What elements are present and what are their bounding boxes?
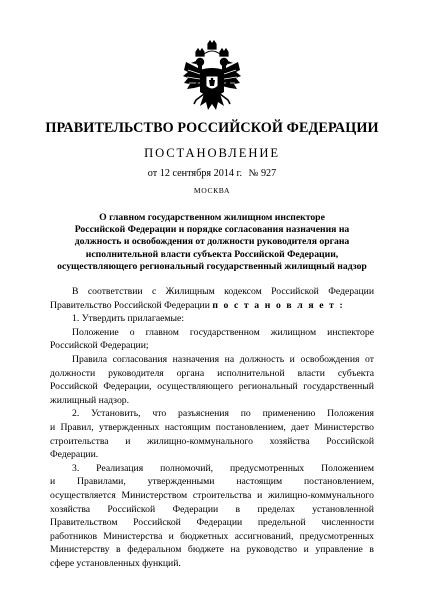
decree-word: п о с т а н о в л я е т : <box>212 299 345 311</box>
document-type: ПОСТАНОВЛЕНИЕ <box>144 146 280 160</box>
document-date-number <box>0 168 424 179</box>
body-line: осуществляется Министерством строительства и жилищно-коммунального <box>50 489 374 501</box>
body-line: работников Министерства и бюджетных ассигнований, предусмотренных <box>50 530 374 542</box>
document-body <box>50 285 374 570</box>
body-line <box>50 299 374 313</box>
body-line: Правила согласования назначения на должность и освобождения от <box>72 353 374 365</box>
body-line: и Правил, утвержденных настоящим постановлением, дает Министерство <box>50 421 374 433</box>
paragraph-item-2 <box>50 407 374 461</box>
body-line: Положение о главном государственном жилищном инспекторе <box>72 326 374 338</box>
body-line: 3. Реализация полномочий, предусмотренных Положением <box>72 462 374 474</box>
document-number: 927 <box>260 168 277 179</box>
heading-line: О главном государственном жилищном инспекторе <box>99 212 325 223</box>
body-line: 1. Утвердить прилагаемые: <box>72 313 185 325</box>
body-line: Правительством Российской Федерации предельной численности <box>50 517 374 529</box>
document-heading <box>40 212 384 273</box>
paragraph-rules <box>50 353 374 407</box>
paragraph-item-3 <box>50 462 374 571</box>
body-line: Федерации. <box>50 449 99 461</box>
paragraph-preamble <box>50 285 374 312</box>
coat-of-arms-icon <box>180 40 244 116</box>
body-line: В соответствии с Жилищным кодексом Российской Федерации <box>72 286 374 297</box>
body-line-text: Правительство Российской Федерации <box>50 299 210 311</box>
heading-line: Российской Федерации и порядке согласования назначения на <box>74 224 350 236</box>
paragraph-item-1 <box>50 312 374 326</box>
heading-line: должность и освобождения от должности руководителя органа <box>74 236 350 248</box>
body-line: хозяйства Российской Федерации в пределах установленной <box>50 503 374 515</box>
body-line: должности руководителя органа исполнительной власти субъекта <box>50 367 374 379</box>
government-title: ПРАВИТЕЛЬСТВО РОССИЙСКОЙ ФЕДЕРАЦИИ <box>45 120 379 136</box>
document-date: от 12 сентября 2014 г. <box>147 168 243 179</box>
body-line: сфере установленных функций. <box>50 557 181 569</box>
body-line: жилищный надзор. <box>50 394 130 406</box>
document-place: МОСКВА <box>193 186 231 195</box>
body-line: 2. Установить, что разъяснения по применению Положения <box>72 408 374 420</box>
body-line: Министерству в федеральном бюджете на руководство и управление в <box>50 544 374 556</box>
body-line: и Правилами, утвержденными настоящим постановлением, <box>50 476 374 488</box>
body-line: Российской Федерации; <box>50 340 149 352</box>
body-line: Российской Федерации, осуществляющего региональный государственный <box>50 381 374 393</box>
body-line: строительства и жилищно-коммунального хозяйства Российской <box>50 435 374 447</box>
paragraph-regulation <box>50 326 374 353</box>
number-sign: № <box>248 168 259 179</box>
heading-line: осуществляющего региональный государственный жилищный надзор <box>57 260 367 272</box>
heading-line: исполнительной власти субъекта Российской Федерации, <box>85 248 339 260</box>
